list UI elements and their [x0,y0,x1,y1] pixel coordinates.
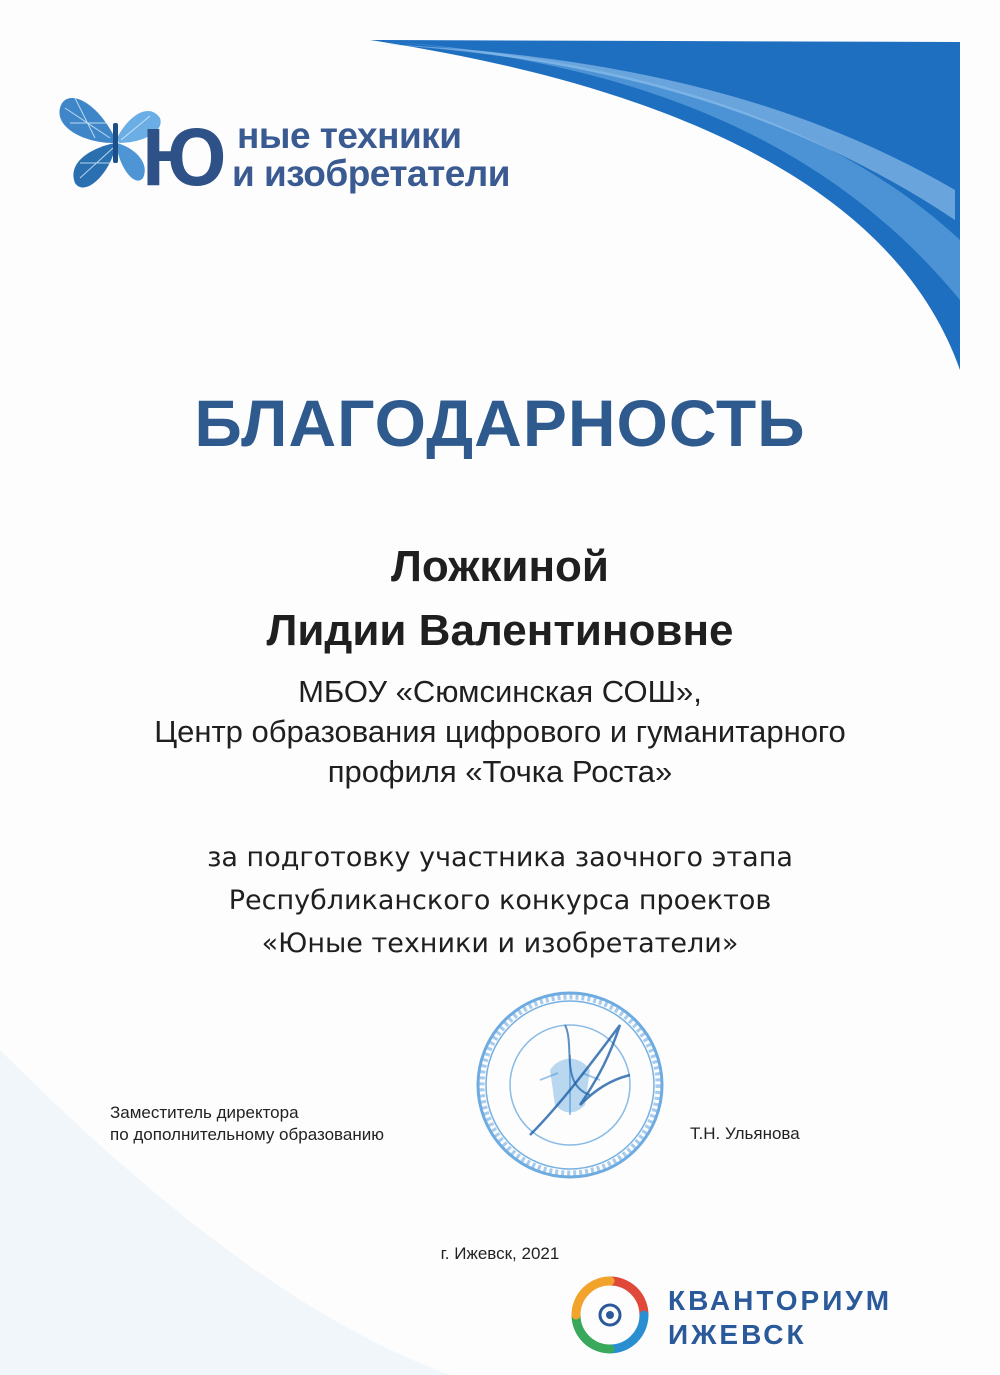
position-line-1: Заместитель директора [110,1103,299,1122]
organization-line-3: профиля «Точка Роста» [327,754,673,789]
reason-line-3: «Юные техники и изобретатели» [261,928,739,959]
kvantorium-line-2: ИЖЕВСК [668,1319,807,1350]
recipient-surname: Ложкиной [391,542,609,591]
organization-line-2: Центр образования цифрового и гуманитарного [154,714,846,749]
signer-name: Т.Н. Ульянова [690,1124,800,1143]
place-date: г. Ижевск, 2021 [440,1244,560,1263]
official-stamp-icon [470,985,670,1185]
logo-line-1: ные техники [237,115,462,156]
kvantorium-logo-icon [570,1275,650,1355]
logo-line-2: и изобретатели [232,153,511,194]
organization-line-1: МБОУ «Сюмсинская СОШ», [298,674,702,709]
logo-big-letter: Ю [142,112,227,203]
signatory-position [110,1102,384,1146]
reason-line-1: за подготовку участника заочного этапа [207,842,793,873]
recipient-given-names: Лидии Валентиновне [266,606,734,655]
kvantorium-logo-text [668,1284,892,1352]
certificate-title: БЛАГОДАРНОСТЬ [194,386,806,460]
position-line-2: по дополнительному образованию [110,1125,384,1144]
kvantorium-line-1: КВАНТОРИУМ [668,1285,893,1316]
reason-line-2: Республиканского конкурса проектов [228,885,772,916]
